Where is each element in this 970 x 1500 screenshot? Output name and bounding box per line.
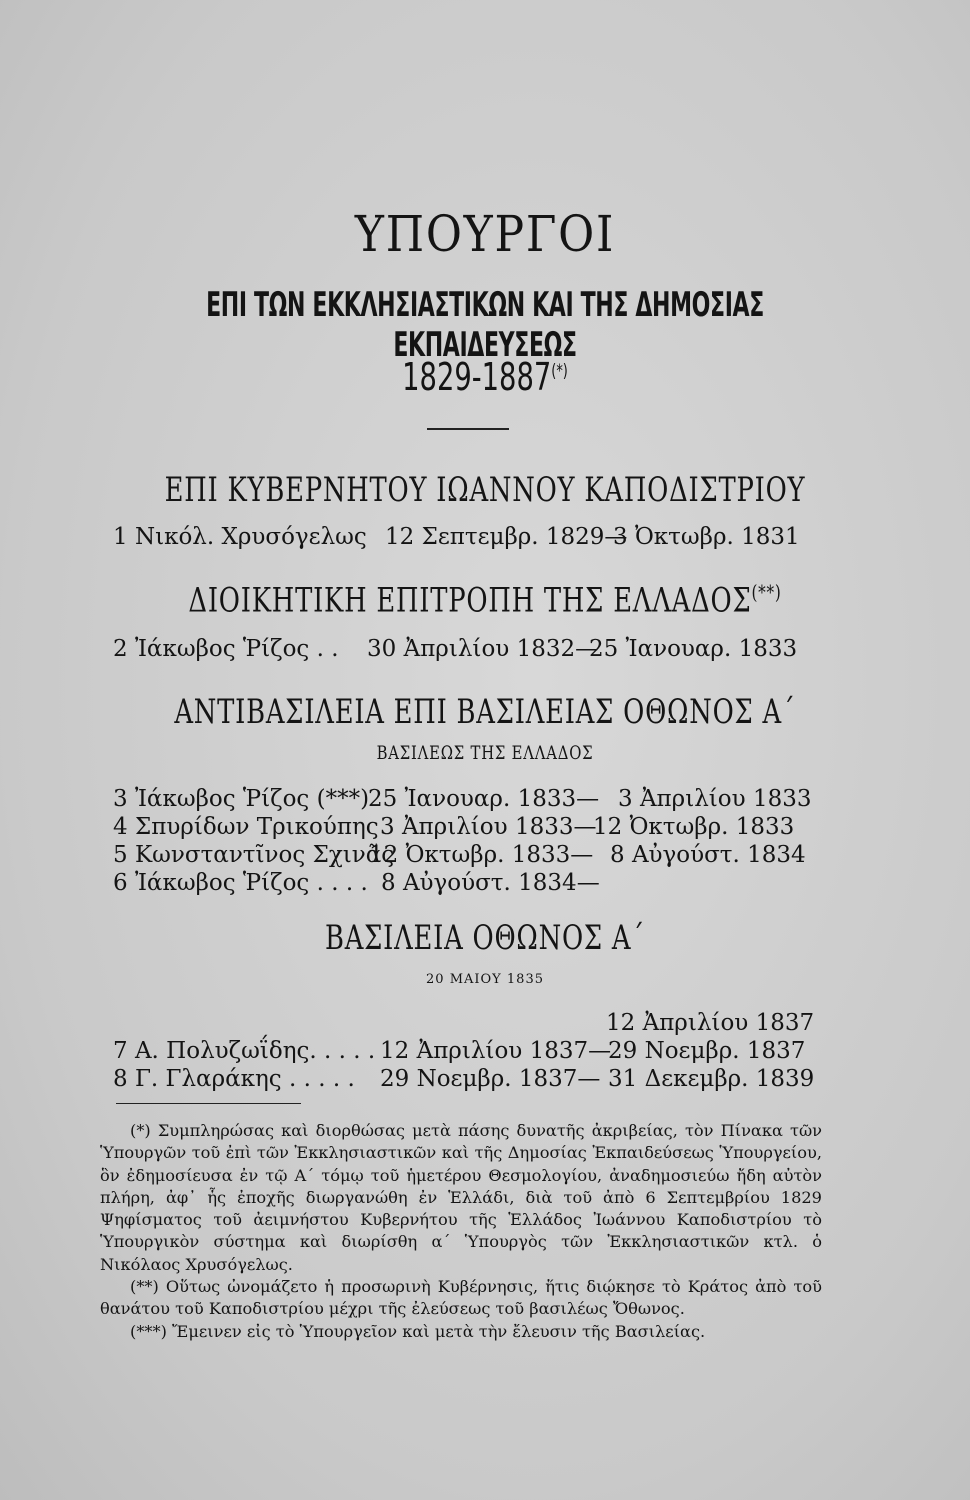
- footnote-1: (*) Συμπληρώσας καὶ διορθώσας μετὰ πάσης δυνατῆς ἀκριβείας, τὸν Πίνακα τῶν Ὑπουργῶν τοῦ ἐπὶ τῶν Ἐκκλησιαστικῶν καὶ τῆς Δημοσίας Ἐκπαιδεύσεως Ὑπουργείου, ὃν ἐδημοσίευσα ἐν τῷ Α΄ τόμῳ τοῦ ἡμετέρου Θεσμολογίου, ἀναδημοσιεύω ἤδη αὐτὸν πλήρη, ἀφ᾽ ἧς ἐποχῆς διωργανώθη ἐν Ἑλλάδι, διὰ τοῦ ἀπὸ 6 Σεπτεμβρίου 1829 Ψηφίσματος τοῦ ἀειμνήστου Κυβερνήτου τῆς Ἑλλάδος Ἰωάννου Καποδιστρίου τὸ Ὑπουργικὸν σύστημα καὶ διωρίσθη α΄ Ὑπουργὸς τῶν Ἐκκλησιαστικῶν κτλ. ὁ Νικόλαος Χρυσόγελως.: [100, 1121, 822, 1274]
- title-divider: [427, 428, 509, 430]
- entry-end: 12 Ὀκτωβρ. 1833: [593, 814, 795, 840]
- year-range-footnote-mark: (*): [551, 360, 568, 382]
- entry-start: 30 Ἀπριλίου 1832—: [367, 636, 599, 662]
- entry-name: 1 Νικόλ. Χρυσόγελως: [113, 524, 367, 550]
- section-subheading-regency: ΒΑΣΙΛΕΩΣ ΤΗΣ ΕΛΛΑΔΟΣ: [376, 742, 594, 764]
- footnotes: [100, 1120, 822, 1343]
- page-subtitle: ΕΠΙ ΤΩΝ ΕΚΚΛΗΣΙΑΣΤΙΚΩΝ ΚΑΙ ΤΗΣ ΔΗΜΟΣΙΑΣ ΕΚΠΑΙΔΕΥΣΕΩΣ: [206, 285, 764, 365]
- section-heading-kapodistrias: ΕΠΙ ΚΥΒΕΡΝΗΤΟΥ ΙΩΑΝΝΟΥ ΚΑΠΟΔΙΣΤΡΙΟΥ: [164, 470, 806, 510]
- section-heading-regency: ΑΝΤΙΒΑΣΙΛΕΙΑ ΕΠΙ ΒΑΣΙΛΕΙΑΣ ΟΘΩΝΟΣ Α΄: [174, 692, 796, 732]
- entry-name: 7 Α. Πολυζωΐδης. . . . .: [113, 1038, 376, 1064]
- page-title: ΥΠΟΥΡΓΟΙ: [354, 205, 616, 263]
- footnote-3: (***) Ἔμεινεν εἰς τὸ Ὑπουργεῖον καὶ μετὰ τὴν ἔλευσιν τῆς Βασιλείας.: [130, 1321, 706, 1341]
- entry-name: 4 Σπυρίδων Τρικούπης: [113, 814, 379, 840]
- committee-footnote-mark: (**): [751, 580, 782, 604]
- footnote-divider: [116, 1103, 301, 1104]
- entry-name: 3 Ἰάκωβος Ῥίζος (***): [113, 786, 370, 812]
- year-range: [136, 355, 834, 399]
- entry-name: 6 Ἰάκωβος Ῥίζος . . . .: [113, 870, 368, 896]
- entry-end: 31 Δεκεμβρ. 1839: [608, 1066, 815, 1092]
- section-date-kingdom: 20 ΜΑΙΟΥ 1835: [426, 972, 544, 987]
- section-heading-committee-text: ΔΙΟΙΚΗΤΙΚΗ ΕΠΙΤΡΟΠΗ ΤΗΣ ΕΛΛΑΔΟΣ: [188, 580, 752, 621]
- entry-name: 5 Κωνσταντῖνος Σχινᾶς: [113, 842, 395, 868]
- section-heading-committee: [116, 580, 853, 620]
- entry-start: 29 Νοεμβρ. 1837—: [380, 1066, 601, 1092]
- entry-end: 29 Νοεμβρ. 1837: [608, 1038, 806, 1064]
- entry-start: 12 Σεπτεμβρ. 1829—: [385, 524, 628, 550]
- entry-start: 25 Ἰανουαρ. 1833—: [368, 786, 600, 812]
- entry-start: 3 Ἀπριλίου 1833—: [380, 814, 597, 840]
- entry-end: 25 Ἰανουαρ. 1833: [589, 636, 798, 662]
- entry-end: 3 Ὀκτωβρ. 1831: [613, 524, 800, 550]
- entry-end: 8 Αὐγούστ. 1834: [610, 842, 806, 868]
- entry-start: 12 Ἀπριλίου 1837—: [380, 1038, 612, 1064]
- entry-start: 12 Ὀκτωβρ. 1833—: [369, 842, 594, 868]
- footnote-2: (**) Οὕτως ὠνομάζετο ἡ προσωρινὴ Κυβέρνησις, ἥτις διῴκησε τὸ Κράτος ἀπὸ τοῦ θανάτου τοῦ Καποδιστρίου μέχρι τῆς ἐλεύσεως τοῦ βασιλέως Ὄθωνος.: [100, 1277, 822, 1319]
- carry-over-date: 12 Ἀπριλίου 1837: [606, 1010, 815, 1036]
- entry-name: 8 Γ. Γλαράκης . . . . .: [113, 1066, 355, 1092]
- entry-start: 8 Αὐγούστ. 1834—: [381, 870, 600, 896]
- year-range-text: 1829-1887: [402, 355, 552, 399]
- entry-name: 2 Ἰάκωβος Ῥίζος . .: [113, 636, 339, 662]
- entry-end: 3 Ἀπριλίου 1833: [618, 786, 812, 812]
- section-heading-kingdom: ΒΑΣΙΛΕΙΑ ΟΘΩΝΟΣ Α΄: [324, 918, 646, 958]
